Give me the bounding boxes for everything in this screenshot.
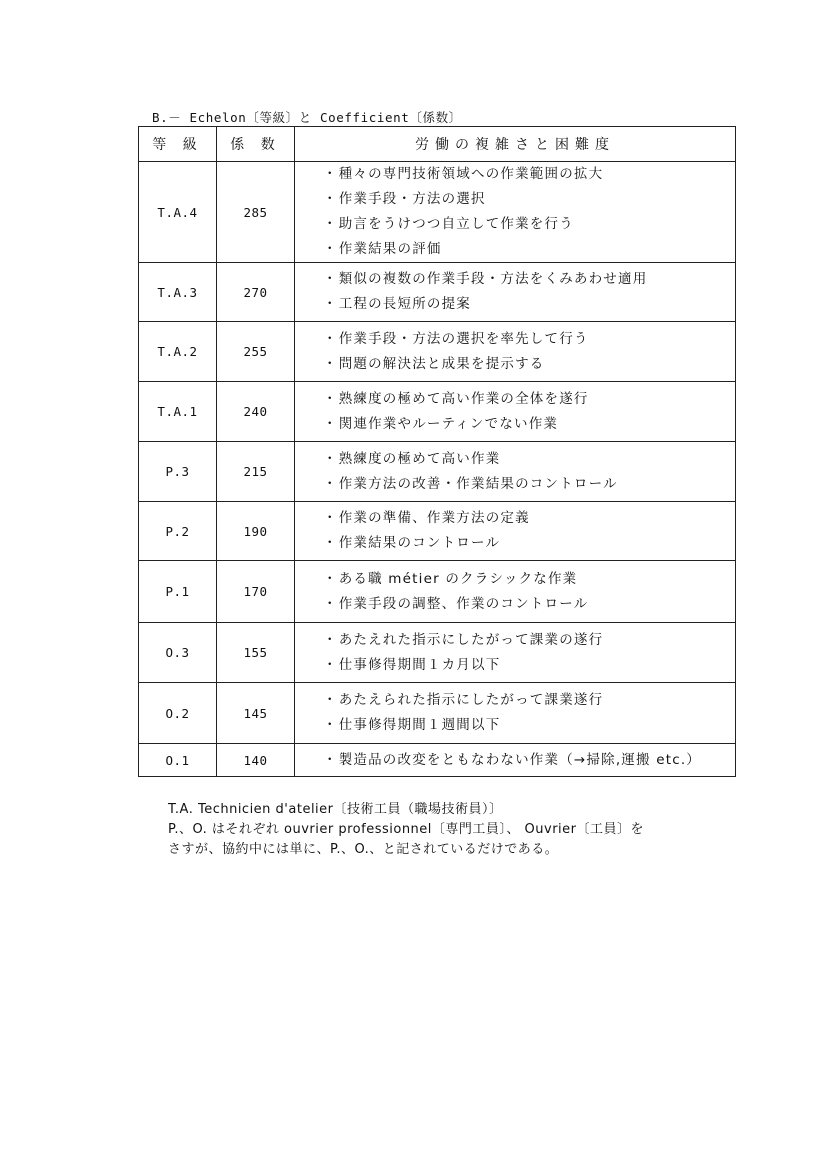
- table-row: [139, 744, 736, 777]
- coefficient-cell: 140: [217, 744, 295, 777]
- description-list: [323, 387, 735, 437]
- table-caption: B.－ Echelon〔等級〕と Coefficient〔係数〕: [152, 110, 462, 125]
- description-item: ・ 作業結果の評価: [323, 237, 735, 262]
- coefficient-cell: 285: [217, 162, 295, 263]
- table-row: [139, 263, 736, 322]
- description-item: ・ 助言をうけつつ自立して作業を行う: [323, 212, 735, 237]
- description-item: ・ 製造品の改変をともなわない作業（→掃除,運搬 etc.）: [323, 748, 735, 773]
- footnote-line: T.A. Technicien d'atelier〔技術工員（職場技術員）〕: [168, 802, 503, 817]
- description-item: ・ あたえられた指示にしたがって課業遂行: [323, 688, 735, 713]
- table-row: [139, 162, 736, 263]
- coefficient-cell: 155: [217, 623, 295, 683]
- description-list: [323, 567, 735, 617]
- description-list: [323, 628, 735, 678]
- description-cell: [295, 322, 736, 382]
- grade-cell: T.A.4: [139, 162, 217, 263]
- grade-cell: P.1: [139, 561, 217, 623]
- footnote-line: P.、O. はそれぞれ ouvrier professionnel〔専門工員〕、 Ouvrier〔工員〕を: [168, 822, 645, 837]
- description-item: ・ 仕事修得期間１週間以下: [323, 713, 735, 738]
- description-item: ・ 熟練度の極めて高い作業の全体を遂行: [323, 387, 735, 412]
- description-list: [323, 162, 735, 262]
- header-grade: 等 級: [139, 127, 217, 162]
- table-row: [139, 322, 736, 382]
- description-list: [323, 688, 735, 738]
- description-list: [323, 506, 735, 556]
- description-cell: [295, 442, 736, 502]
- grade-cell: O.3: [139, 623, 217, 683]
- description-list: [323, 267, 735, 317]
- description-item: ・ 作業結果のコントロール: [323, 531, 735, 556]
- table-body: [139, 162, 736, 777]
- header-coefficient: 係 数: [217, 127, 295, 162]
- description-item: ・ あたえれた指示にしたがって課業の遂行: [323, 628, 735, 653]
- description-item: ・ 作業方法の改善・作業結果のコントロール: [323, 472, 735, 497]
- grade-cell: O.2: [139, 683, 217, 744]
- table-row: [139, 502, 736, 561]
- table-row: [139, 442, 736, 502]
- description-cell: [295, 683, 736, 744]
- grade-cell: P.3: [139, 442, 217, 502]
- description-item: ・ 熟練度の極めて高い作業: [323, 447, 735, 472]
- grade-cell: T.A.2: [139, 322, 217, 382]
- coefficient-cell: 255: [217, 322, 295, 382]
- coefficient-cell: 270: [217, 263, 295, 322]
- description-item: ・ 仕事修得期間１カ月以下: [323, 653, 735, 678]
- description-item: ・ ある職 métier のクラシックな作業: [323, 567, 735, 592]
- description-item: ・ 工程の長短所の提案: [323, 292, 735, 317]
- footnotes: [168, 800, 644, 860]
- description-list: [323, 447, 735, 497]
- grade-cell: O.1: [139, 744, 217, 777]
- table-row: [139, 623, 736, 683]
- description-list: [323, 748, 735, 773]
- grade-cell: T.A.1: [139, 382, 217, 442]
- description-cell: [295, 162, 736, 263]
- description-item: ・ 作業手段・方法の選択: [323, 187, 735, 212]
- table-row: [139, 561, 736, 623]
- description-list: [323, 327, 735, 377]
- table-row: [139, 382, 736, 442]
- description-item: ・ 作業手段・方法の選択を率先して行う: [323, 327, 735, 352]
- footnote-line: さすが、協約中には単に、P.、O.、と記されているだけである。: [168, 842, 559, 857]
- grade-cell: P.2: [139, 502, 217, 561]
- description-cell: [295, 623, 736, 683]
- header-description: 労働の複雑さと困難度: [295, 127, 736, 162]
- description-cell: [295, 502, 736, 561]
- grade-cell: T.A.3: [139, 263, 217, 322]
- coefficient-cell: 215: [217, 442, 295, 502]
- description-cell: [295, 561, 736, 623]
- description-item: ・ 種々の専門技術領域への作業範囲の拡大: [323, 162, 735, 187]
- description-item: ・ 類似の複数の作業手段・方法をくみあわせ適用: [323, 267, 735, 292]
- description-cell: [295, 744, 736, 777]
- description-item: ・ 作業の準備、作業方法の定義: [323, 506, 735, 531]
- coefficient-cell: 240: [217, 382, 295, 442]
- coefficient-cell: 145: [217, 683, 295, 744]
- description-item: ・ 作業手段の調整、作業のコントロール: [323, 592, 735, 617]
- description-cell: [295, 263, 736, 322]
- description-item: ・ 問題の解決法と成果を提示する: [323, 352, 735, 377]
- coefficient-cell: 190: [217, 502, 295, 561]
- description-item: ・ 関連作業やルーティンでない作業: [323, 412, 735, 437]
- table-row: [139, 683, 736, 744]
- description-cell: [295, 382, 736, 442]
- grade-coefficient-table: [138, 126, 736, 777]
- coefficient-cell: 170: [217, 561, 295, 623]
- table-header-row: [139, 127, 736, 162]
